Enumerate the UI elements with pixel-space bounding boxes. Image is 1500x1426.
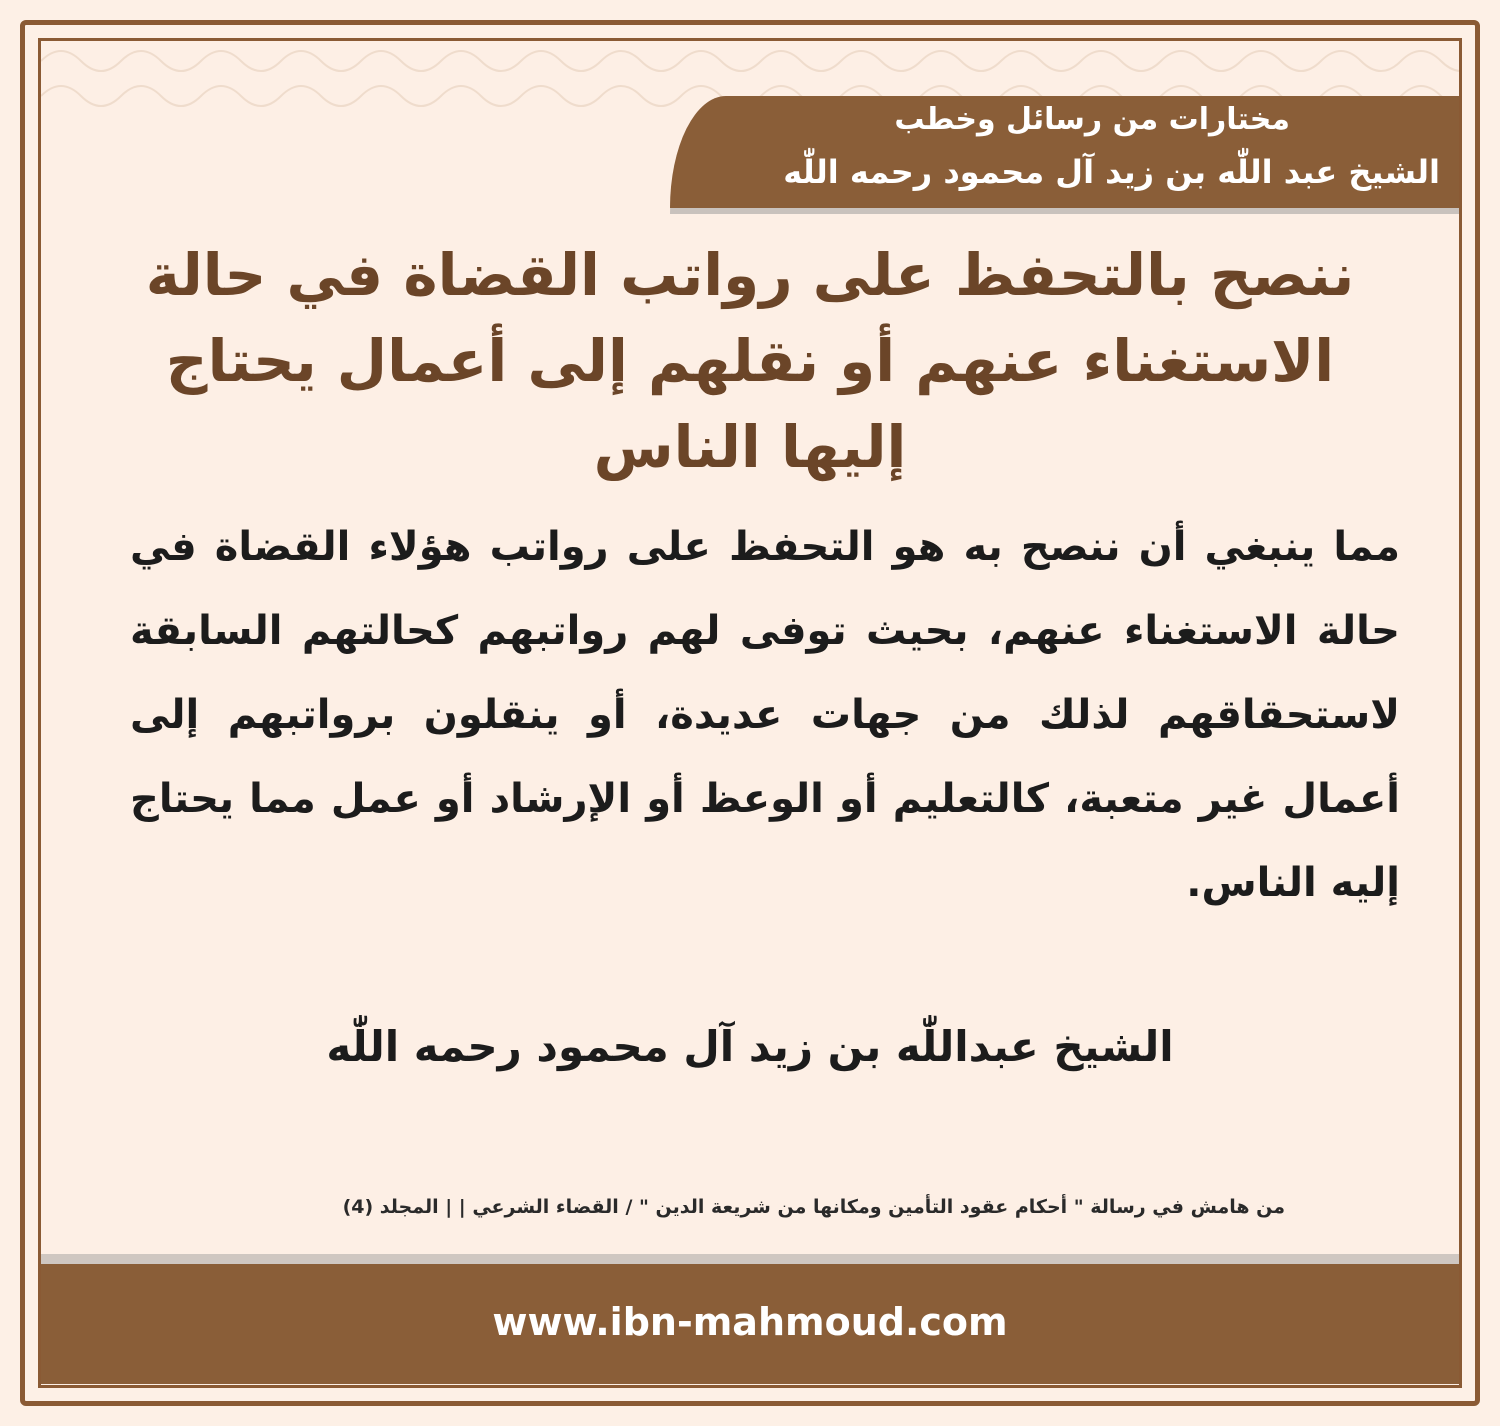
author-signature: الشيخ عبداللّٰه بن زيد آل محمود رحمه اللّٰه <box>326 1022 1174 1071</box>
header-author: الشيخ عبد اللّٰه بن زيد آل محمود رحمه اللّٰه <box>783 153 1440 191</box>
source-citation: من هامش في رسالة " أحكام عقود التأمين ومكانها من شريعة الدين " / القضاء الشرعي | | المجلد (4) <box>342 1196 1285 1218</box>
page-title: ننصح بالتحفظ على رواتب القضاة في حالة الاستغناء عنهم أو نقلهم إلى أعمال يحتاج إليها الناس <box>145 241 1355 481</box>
header-series-title: مختارات من رسائل وخطب <box>894 102 1290 137</box>
quote-body: مما ينبغي أن ننصح به هو التحفظ على رواتب هؤلاء القضاة في حالة الاستغناء عنهم، بحيث توفى لهم رواتبهم كحالتهم السابقة لاستحقاقهم لذلك من جهات عديدة، أو ينقلون برواتبهم إلى أعمال غير متعبة، كالتعليم أو الوعظ أو الإرشاد أو عمل مما يحتاج إليه الناس. <box>130 524 1400 906</box>
website-link[interactable]: www.ibn-mahmoud.com <box>492 1300 1008 1344</box>
footer-divider <box>41 1254 1459 1264</box>
